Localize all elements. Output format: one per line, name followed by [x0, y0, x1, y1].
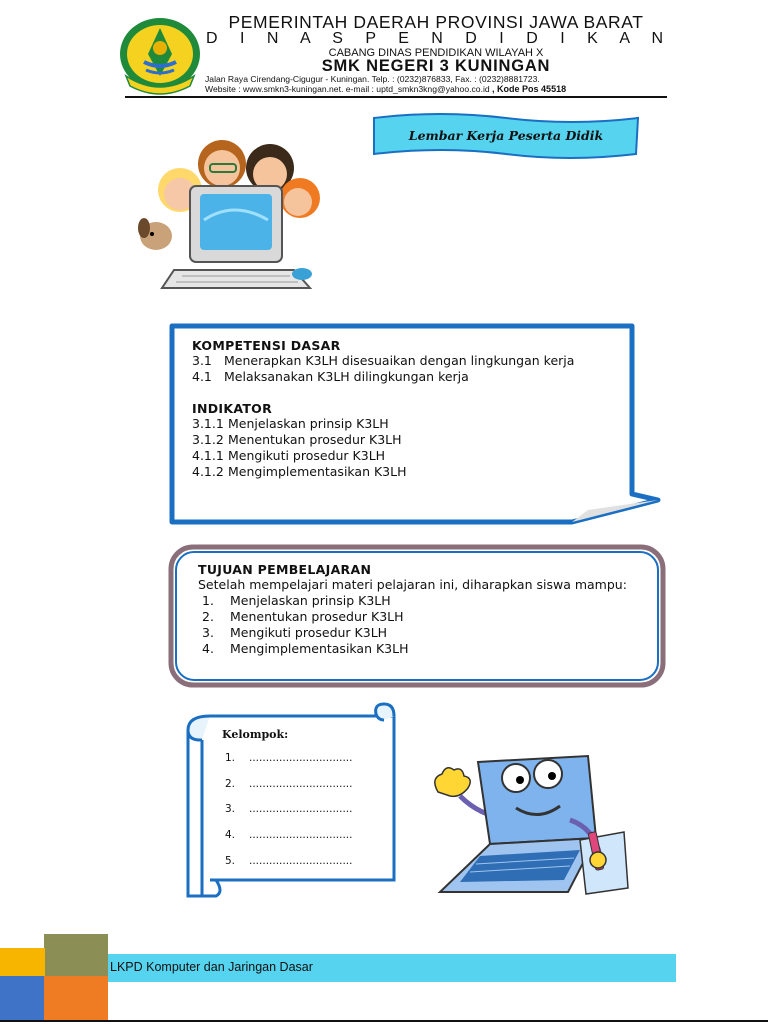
item-number: 1.: [202, 593, 214, 608]
letterhead-website: Website : www.smkn3-kuningan.net. e-mail : uptd_smkn3kng@yahoo.co.id: [205, 84, 493, 94]
decor-square-olive: [44, 934, 108, 976]
item-number: 1.: [225, 752, 236, 764]
letterhead-school-name: SMK NEGERI 3 KUNINGAN: [321, 57, 551, 75]
item-number: 3.: [202, 625, 214, 640]
letterhead-contact: [205, 84, 566, 94]
item-number: 4.1.2: [192, 464, 224, 479]
kelompok-member-row: [225, 803, 352, 829]
blank-line: ...............................: [249, 803, 353, 816]
blank-line: ...............................: [249, 854, 353, 867]
footer-divider: [0, 1020, 768, 1022]
letterhead-address: Jalan Raya Cirendang-Cigugur - Kuningan. Telp. : (0232)876833, Fax. : (0232)8881723.: [205, 74, 540, 84]
kelompok-member-row: [225, 855, 352, 881]
kompetensi-heading: KOMPETENSI DASAR: [192, 338, 341, 353]
item-text: Mengimplementasikan K3LH: [230, 641, 409, 656]
kids-at-computer-illustration: [134, 128, 330, 300]
kelompok-list: [225, 752, 352, 880]
item-text: Menerapkan K3LH disesuaikan dengan lingkungan kerja: [224, 353, 575, 368]
item-number: 2.: [202, 609, 214, 624]
tujuan-item: [198, 641, 652, 657]
indikator-item: [192, 416, 632, 432]
kelompok-member-row: [225, 778, 352, 804]
letterhead-divider: [125, 96, 667, 98]
indikator-heading: INDIKATOR: [192, 401, 273, 416]
tujuan-heading: TUJUAN PEMBELAJARAN: [198, 562, 372, 577]
item-text: Menjelaskan prinsip K3LH: [228, 416, 389, 431]
indikator-item: [192, 448, 632, 464]
indikator-item: [192, 432, 632, 448]
letterhead-postcode: , Kode Pos 45518: [492, 84, 567, 94]
tujuan-item: [198, 593, 652, 609]
kompetensi-item: [192, 369, 632, 385]
item-number: 5.: [225, 854, 236, 867]
tujuan-intro: Setelah mempelajari materi pelajaran ini, diharapkan siswa mampu:: [198, 577, 627, 592]
tujuan-section: [198, 562, 652, 657]
letterhead-government: PEMERINTAH DAERAH PROVINSI JAWA BARAT: [228, 12, 644, 32]
kelompok-member-row: [225, 752, 352, 778]
tujuan-item: [198, 625, 652, 641]
letterhead-branch: CABANG DINAS PENDIDIKAN WILAYAH X: [328, 47, 544, 59]
item-text: Melaksanakan K3LH dilingkungan kerja: [224, 369, 469, 384]
item-text: Menentukan prosedur K3LH: [228, 432, 402, 447]
blank-line: ...............................: [249, 752, 353, 764]
kelompok-title: Kelompok:: [222, 728, 289, 741]
item-number: 3.1.1: [192, 416, 224, 431]
item-number: 4.: [202, 641, 214, 656]
item-number: 4.: [225, 829, 236, 842]
item-number: 4.1: [192, 369, 212, 384]
letterhead-department: D I N A S P E N D I D I K A N: [206, 30, 673, 47]
kompetensi-section: [192, 338, 632, 480]
decor-square-orange: [44, 976, 108, 1022]
tujuan-item: [198, 609, 652, 625]
item-number: 3.1: [192, 353, 212, 368]
item-text: Mengimplementasikan K3LH: [228, 464, 407, 479]
item-number: 4.1.1: [192, 448, 224, 463]
item-number: 3.1.2: [192, 432, 224, 447]
indikator-item: [192, 464, 632, 480]
blank-line: ...............................: [249, 777, 353, 790]
footer-title: LKPD Komputer dan Jaringan Dasar: [110, 960, 313, 974]
blank-line: ...............................: [249, 829, 353, 842]
item-text: Menjelaskan prinsip K3LH: [230, 593, 391, 608]
laptop-character-illustration: [420, 752, 636, 904]
item-text: Mengikuti prosedur K3LH: [230, 625, 388, 640]
kompetensi-item: [192, 353, 632, 369]
item-number: 3.: [225, 803, 236, 816]
kelompok-member-row: [225, 829, 352, 855]
item-number: 2.: [225, 777, 236, 790]
worksheet-title: Lembar Kerja Peserta Didik: [408, 128, 604, 143]
decor-square-yellow: [0, 948, 45, 976]
item-text: Mengikuti prosedur K3LH: [228, 448, 386, 463]
decor-square-blue: [0, 976, 45, 1022]
jawa-barat-emblem-icon: [118, 14, 202, 98]
item-text: Menentukan prosedur K3LH: [230, 609, 404, 624]
